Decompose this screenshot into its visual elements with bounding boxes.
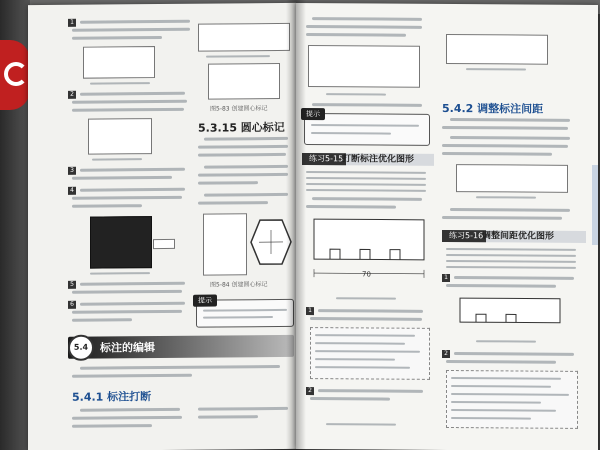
- text-line: [72, 204, 142, 208]
- caption-line: [466, 68, 526, 70]
- text-line: [318, 389, 423, 393]
- text-line: [446, 284, 556, 288]
- text-line: [442, 144, 568, 148]
- step-marker: 5: [68, 281, 76, 289]
- example-label: 练习5-15: [306, 153, 346, 165]
- step-marker: 2: [68, 91, 76, 99]
- caption-line: [326, 423, 396, 425]
- figure-hexagon: [250, 218, 292, 266]
- text-line: [306, 189, 426, 192]
- text-line: [204, 165, 288, 169]
- code-line: [315, 350, 420, 353]
- step-marker: 2: [442, 350, 450, 358]
- text-line: [312, 197, 422, 201]
- text-line: [306, 171, 426, 174]
- figure-drawing: [83, 46, 155, 79]
- text-line: [306, 33, 406, 37]
- text-line: [72, 310, 182, 314]
- figure-dialog: [198, 23, 290, 52]
- text-line: [450, 208, 570, 212]
- step-marker: 3: [68, 167, 76, 175]
- text-line: [198, 201, 268, 205]
- step-marker: 4: [68, 187, 76, 195]
- section-title: 5.3.15 圆心标记: [198, 120, 285, 135]
- text-line: [306, 177, 426, 180]
- text-line: [80, 168, 185, 172]
- text-line: [198, 173, 288, 177]
- subsection-title: 5.4.2 调整标注间距: [442, 101, 544, 116]
- text-line: [318, 309, 423, 313]
- text-line: [72, 28, 190, 32]
- example-label: 练习5-16: [446, 230, 486, 242]
- figure-caption: 图5-84 创建圆心标记: [210, 281, 268, 289]
- text-line: [72, 36, 162, 40]
- text-line: [312, 17, 422, 21]
- figure-command-panel: [308, 45, 420, 88]
- red-book-cover: [0, 40, 30, 110]
- text-line: [198, 181, 258, 185]
- text-line: [80, 302, 185, 306]
- code-line: [315, 342, 405, 345]
- tip-box: [196, 296, 294, 328]
- figure-caption: 图5-83 创建圆心标记: [210, 105, 268, 113]
- text-line: [454, 352, 574, 356]
- text-line: [446, 254, 576, 257]
- code-line: [451, 409, 556, 412]
- figure-drawing: [88, 118, 152, 155]
- text-line: [80, 92, 185, 96]
- text-line: [306, 25, 422, 29]
- text-line: [72, 416, 182, 420]
- text-line: [454, 276, 574, 280]
- step-marker: 1: [442, 274, 450, 282]
- text-line: [72, 318, 132, 322]
- page-edge-tab: [592, 165, 598, 245]
- text-line: [450, 136, 570, 140]
- code-line: [451, 401, 541, 404]
- tip-label: 提示: [301, 108, 325, 120]
- text-line: [72, 176, 172, 180]
- code-line: [315, 334, 415, 337]
- caption-line: [90, 82, 150, 85]
- figure-drawing: [446, 34, 548, 65]
- caption-line: [476, 196, 536, 198]
- step-marker: 6: [68, 301, 76, 309]
- text-line: [446, 360, 556, 364]
- code-line: [315, 366, 410, 369]
- right-page: [296, 3, 598, 450]
- figure-palette: [90, 216, 152, 269]
- code-line: [451, 417, 531, 420]
- tip-label: 提示: [193, 295, 217, 307]
- step-marker: 1: [68, 19, 76, 27]
- section-heading: 标注的编辑: [100, 341, 155, 355]
- example-title: 调整间距优化图形: [482, 231, 555, 242]
- caption-line: [90, 272, 150, 275]
- example-bar: [442, 230, 586, 243]
- figure-part-drawing: [310, 213, 428, 294]
- text-line: [80, 20, 190, 24]
- text-line: [306, 205, 396, 209]
- step-marker: 2: [306, 387, 314, 395]
- caption-line: [476, 340, 536, 342]
- dimension-label: 70: [362, 270, 371, 279]
- figure-command-panel: [456, 164, 568, 193]
- text-line: [72, 374, 192, 378]
- code-line: [315, 358, 395, 361]
- figure-callout: [153, 239, 175, 249]
- text-line: [204, 137, 288, 141]
- text-line: [204, 193, 288, 197]
- step-marker: 1: [306, 307, 314, 315]
- command-text: [446, 370, 578, 429]
- text-line: [442, 152, 552, 156]
- text-line: [80, 365, 280, 370]
- text-line: [446, 266, 576, 269]
- figure-part-drawing: [456, 294, 566, 335]
- text-line: [203, 309, 287, 312]
- logo-mark: [4, 62, 28, 86]
- caption-line: [336, 297, 396, 299]
- text-line: [80, 408, 180, 412]
- subsection-title: 5.4.1 标注打断: [72, 390, 152, 404]
- text-line: [198, 153, 286, 157]
- text-line: [203, 316, 273, 319]
- text-line: [80, 188, 185, 192]
- text-line: [310, 317, 422, 321]
- code-line: [451, 377, 561, 380]
- text-line: [311, 132, 391, 135]
- text-line: [306, 183, 426, 186]
- text-line: [198, 145, 288, 149]
- text-line: [72, 108, 184, 112]
- text-line: [72, 100, 187, 104]
- example-title: 打断标注优化图形: [342, 154, 415, 165]
- left-page: [28, 3, 296, 450]
- caption-line: [206, 55, 270, 58]
- text-line: [311, 124, 419, 127]
- code-line: [451, 385, 551, 388]
- text-line: [446, 248, 576, 251]
- text-line: [72, 196, 182, 200]
- caption-line: [92, 158, 142, 160]
- code-line: [451, 393, 569, 396]
- text-line: [446, 260, 576, 263]
- text-line: [310, 397, 390, 401]
- text-line: [442, 126, 568, 130]
- text-line: [198, 407, 288, 411]
- figure-menu: [203, 213, 247, 275]
- text-line: [72, 424, 152, 428]
- text-line: [198, 415, 258, 419]
- tip-box: [304, 110, 430, 146]
- text-line: [72, 290, 182, 294]
- text-line: [312, 103, 422, 107]
- text-line: [450, 118, 570, 122]
- example-bar: [302, 153, 434, 166]
- section-number: 5.4: [68, 335, 94, 361]
- command-text: [310, 327, 430, 380]
- text-line: [442, 216, 562, 220]
- figure-drawing: [208, 63, 280, 100]
- text-line: [80, 282, 185, 286]
- caption-line: [326, 93, 386, 95]
